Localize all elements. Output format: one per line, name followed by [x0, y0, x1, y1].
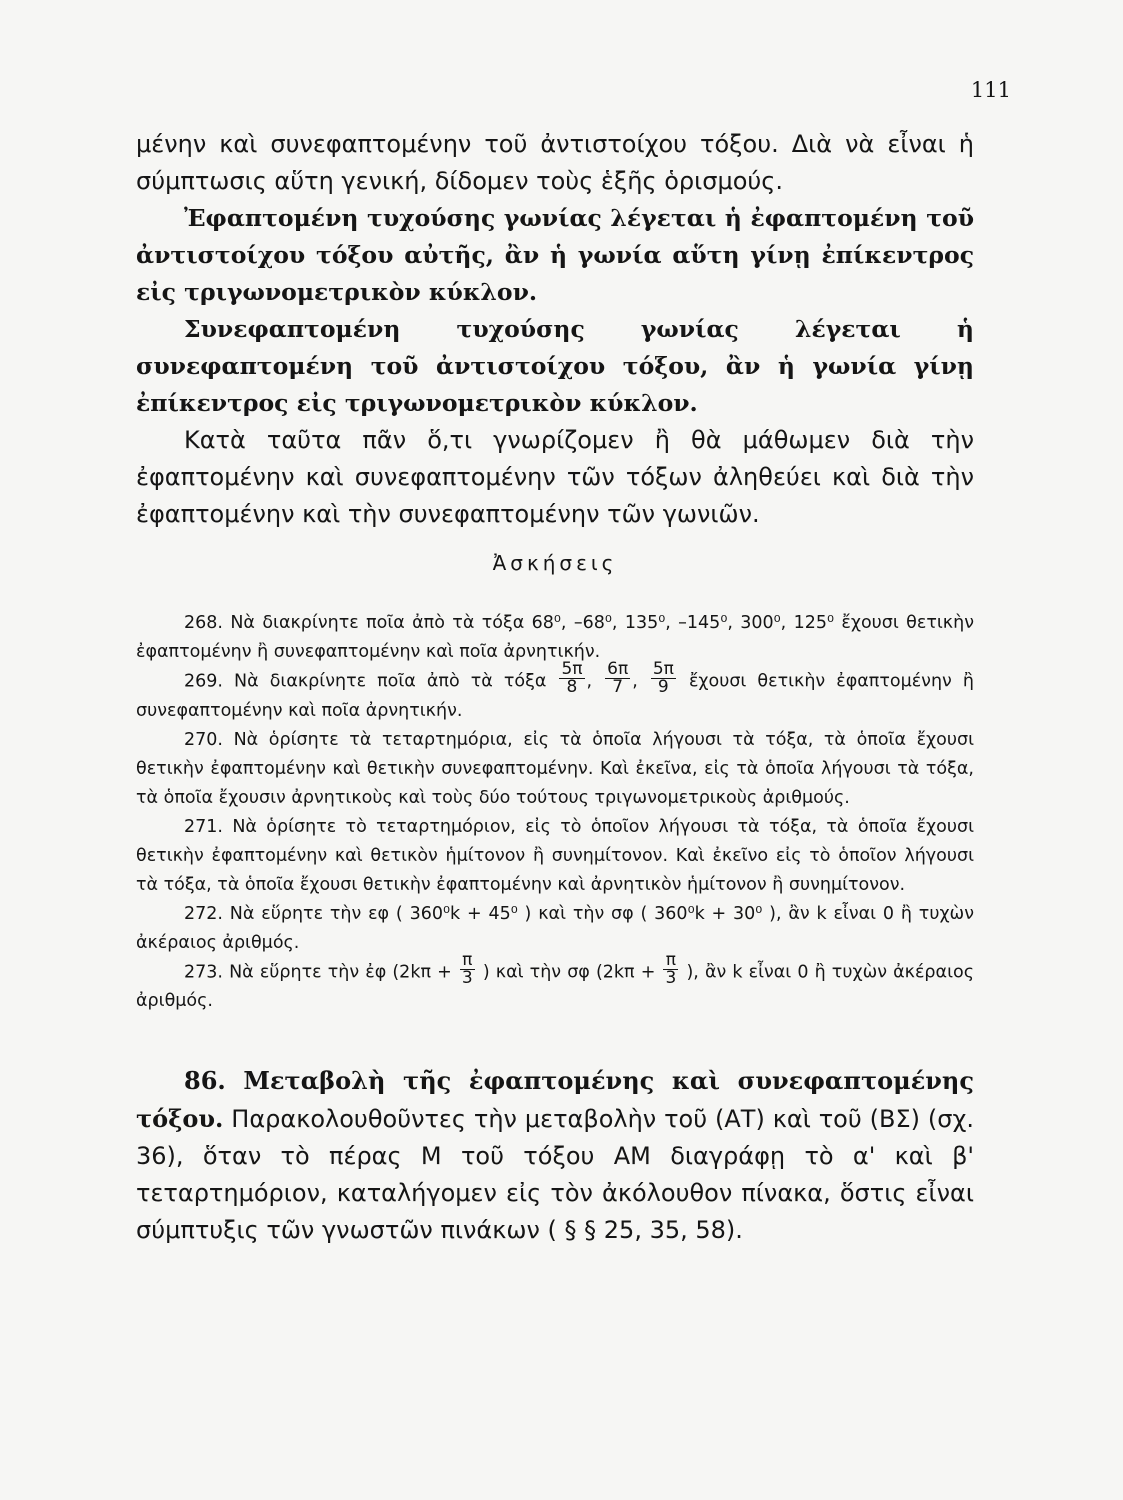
exercise-273-part1: 273. Νὰ εὕρητε τὴν ἐφ (2kπ + [184, 962, 452, 982]
intro-paragraph: μένην καὶ συνεφαπτομένην τοῦ ἀντιστοίχου τόξου. Διὰ νὰ εἶναι ἡ σύμπτωσις αὕτη γενική, δίδομεν τοὺς ἑξῆς ὁρισμούς. [136, 130, 974, 195]
exercise-270: 270. Νὰ ὁρίσητε τὰ τεταρτημόρια, εἰς τὰ ὁποῖα λήγουσι τὰ τόξα, τὰ ὁποῖα ἔχουσι θετικὴν ἐφαπτομένην καὶ θετικὴν συνεφαπτομένην. Καὶ ἐκεῖνα, εἰς τὰ ὁποῖα λήγουσι τὰ τόξα, τὰ ὁποῖα ἔχουσιν ἀρνητικοὺς καὶ τοὺς δύο τούτους τριγωνομετρικοὺς ἀριθμούς. [136, 729, 974, 808]
exercise-273 [136, 949, 974, 1017]
exercise-273-part2: ) καὶ τὴν σφ (2kπ + [482, 962, 656, 982]
fraction-pi-3-a: $\frac{\pi}{3}$ [461, 949, 473, 988]
section-86-title: 86. Μεταβολὴ τῆς ἐφαπτομένης καὶ συνεφαπτομένης τόξου. [136, 1066, 974, 1133]
exercise-269-text-before: 269. Νὰ διακρίνητε ποῖα ἀπὸ τὰ τόξα [184, 671, 547, 692]
section-86-body: Παρακολουθοῦντες τὴν μεταβολὴν τοῦ (ΑΤ) καὶ τοῦ (ΒΣ) (σχ. 36), ὅταν τὸ πέρας Μ τοῦ τόξου ΑΜ διαγράφῃ τὸ α' καὶ β' τεταρτημόριον, καταλήγομεν εἰς τὸν ἀκόλουθον πίνακα, ὅστις εἶναι σύμπτυξις τῶν γνωστῶν πινάκων ( § § 25, 35, 58). [136, 1105, 974, 1244]
exercise-272: 272. Νὰ εὕρητε τὴν εφ ( 360⁰k + 45⁰ ) καὶ τὴν σφ ( 360⁰k + 30⁰ ), ἂν k εἶναι 0 ἢ τυχὼν ἀκέραιος ἀριθμός. [136, 903, 974, 953]
exercise-268: 268. Νὰ διακρίνητε ποῖα ἀπὸ τὰ τόξα 68⁰, –68⁰, 135⁰, –145⁰, 300⁰, 125⁰ ἔχουσι θετικὴν ἐφαπτομένην ἢ συνεφαπτομένην καὶ ποῖα ἀρνητικήν. [136, 613, 974, 662]
exercise-271: 271. Νὰ ὁρίσητε τὸ τεταρτημόριον, εἰς τὸ ὁποῖον λήγουσι τὰ τόξα, τὰ ὁποῖα ἔχουσι θετικὴν ἐφαπτομένην καὶ θετικὸν ἡμίτονον ἢ συνημίτονον. Καὶ ἐκεῖνο εἰς τὸ ὁποῖον λήγουσι τὰ τόξα, τὰ ὁποῖα ἔχουσι θετικὴν ἐφαπτομένην καὶ ἀρνητικὸν ἡμίτονον ἢ συνημίτονον. [136, 816, 974, 895]
exercise-269-text-after: ἔχουσι θετικὴν ἐφαπτομένην ἢ συνεφαπτομένην καὶ ποῖα ἀρνητικήν. [136, 671, 974, 721]
fraction-pi-3-b: $\frac{\pi}{3}$ [665, 949, 677, 988]
page-number: 111 [970, 78, 1011, 102]
exercises-heading: Ἀσκήσεις [492, 551, 618, 575]
consequence-paragraph: Κατὰ ταῦτα πᾶν ὅ,τι γνωρίζομεν ἢ θὰ μάθωμεν διὰ τὴν ἐφαπτομένην καὶ συνεφαπτομένην τῶν τόξων ἀληθεύει καὶ διὰ τὴν ἐφαπτομένην καὶ τὴν συνεφαπτομένην τῶν γωνιῶν. [136, 426, 974, 528]
definition-cotangent: Συνεφαπτομένη τυχούσης γωνίας λέγεται ἡ συνεφαπτομένη τοῦ ἀντιστοίχου τόξου, ἂν ἡ γωνία γίνῃ ἐπίκεντρος εἰς τριγωνομετρικὸν κύκλον. [136, 315, 974, 417]
definition-tangent: Ἐφαπτομένη τυχούσης γωνίας λέγεται ἡ ἐφαπτομένη τοῦ ἀντιστοίχου τόξου αὐτῆς, ἂν ἡ γωνία αὕτη γίνῃ ἐπίκεντρος εἰς τριγωνομετρικὸν κύκλον. [136, 204, 974, 306]
exercise-273-part3: ), ἂν k εἶναι 0 ἢ τυχὼν ἀκέραιος ἀριθμός. [136, 962, 974, 1011]
fraction-5pi-9: $\frac{5\pi}{9}$ [652, 659, 674, 697]
section-86 [136, 1062, 974, 1249]
fraction-6pi-7: $\frac{6\pi}{7}$ [607, 659, 629, 697]
fraction-5pi-8: $\frac{5\pi}{8}$ [561, 659, 583, 697]
page-content [136, 126, 974, 1249]
exercise-269: 269. Νὰ διακρίνητε ποῖα ἀπὸ τὰ τόξα $\frac{5\pi}{8}$ , $\frac{6\pi}{7}$ , $\frac{5\pi}{9}$ ἔχουσι θετικὴν ἐφαπτομένην ἢ συνεφαπτομένην καὶ ποῖα ἀρνητικήν. [136, 659, 974, 721]
